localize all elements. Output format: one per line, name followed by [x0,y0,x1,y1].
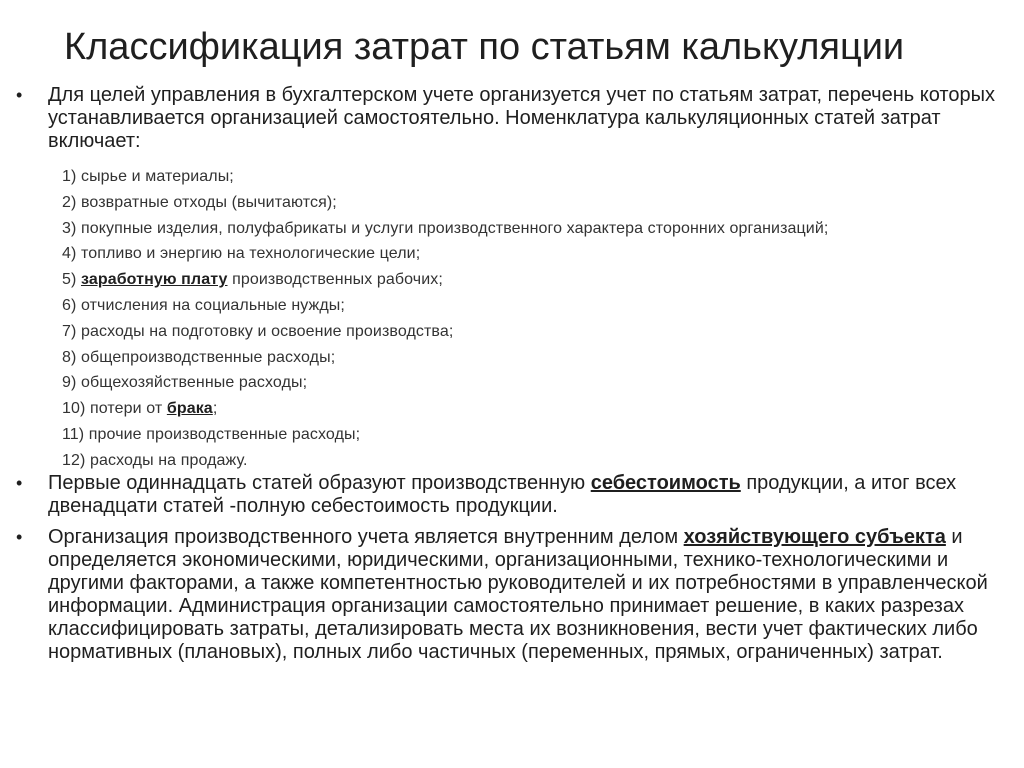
cost-item-10-text: 10) потери от [62,400,167,418]
cost-item-5-text: производственных рабочих; [227,271,443,289]
cost-item-3: 3) покупные изделия, полуфабрикаты и услуги производственного характера сторонних организаций; [62,219,829,237]
cost-price-text-end: продукции, а итог всех двенадцати статей -полную себестоимость продукции. [48,472,957,517]
cost-item-12: 12) расходы на продажу. [62,451,248,469]
cost-item-5 [62,267,1007,293]
cost-price-link[interactable]: себестоимость [590,472,741,494]
organization-paragraph [48,526,1002,664]
organization-text-start: Организация производственного учета является внутренним делом [48,526,684,548]
bullet-marker: • [16,527,23,547]
intro-paragraph: Для целей управления в бухгалтерском учете организуется учет по статьям затрат, перечень которых устанавливается организацией самостоятельно. Номенклатура калькуляционных статей затрат включает: [48,84,995,152]
bullet-marker: • [16,85,23,105]
cost-item-10 [62,396,1007,422]
organization-text-end: и определяется экономическими, юридическими, организационными, технико-технологическими и другими факторами, а также компетентностью руководителей и их потребностями в управленческой информации. Администрация организации самостоятельно принимает решение, в каких разрезах классифицировать затраты, детализировать места их возникновения, вести учет фактических либо нормативных (плановых), полных либо частичных (переменных, прямых, ограниченных) затрат. [48,526,988,663]
cost-item-7: 7) расходы на подготовку и освоение производства; [62,322,454,340]
cost-item-2: 2) возвратные отходы (вычитаются); [62,193,337,211]
business-entity-link[interactable]: хозяйствующего субъекта [683,526,946,548]
wages-link[interactable]: заработную плату [80,271,228,289]
cost-price-paragraph [48,472,1002,518]
cost-item-6: 6) отчисления на социальные нужды; [62,296,345,314]
cost-item-8: 8) общепроизводственные расходы; [62,348,336,366]
cost-item-1: 1) сырье и материалы; [62,168,234,185]
bullet-marker: • [16,473,23,493]
cost-price-text-start: Первые одиннадцать статей образуют производственную [48,472,591,494]
slide-title: Классификация затрат по статьям калькуляции [64,26,905,68]
cost-item-5-number: 5) [62,271,81,289]
cost-items-list [62,164,1007,474]
cost-item-10-end: ; [212,400,218,418]
cost-item-11: 11) прочие производственные расходы; [62,425,361,443]
defect-link[interactable]: брака [166,400,213,418]
cost-item-9: 9) общехозяйственные расходы; [62,374,308,392]
cost-item-4: 4) топливо и энергию на технологические цели; [62,245,421,263]
